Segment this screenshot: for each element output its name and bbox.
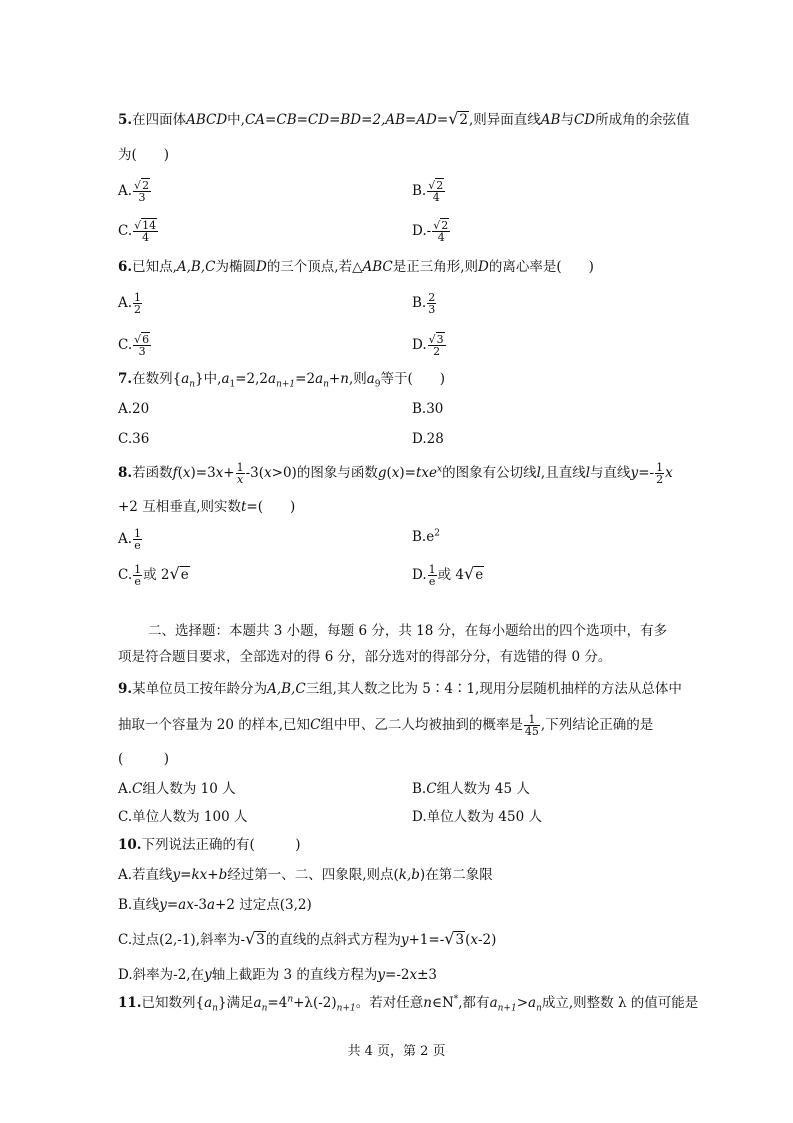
q7-option-a: A.20: [118, 401, 150, 417]
q5-var: CD: [573, 112, 596, 128]
q5-text: 中,: [227, 112, 245, 128]
q9-stem-line1: 9.某单位员工按年龄分为A,B,C三组,其人数之比为 5∶4∶1,现用分层随机抽样的方法从总体中: [118, 681, 682, 697]
q7-option-d: D.28: [412, 431, 444, 447]
q6-option-d: D. $\frac{√3}{2}$: [412, 333, 444, 358]
q8-stem-line2: +2 互相垂直,则实数t=( ): [118, 499, 296, 515]
q8-option-a: A. $\frac{1}{e}$: [118, 527, 142, 552]
q6-option-c: C. $\frac{√6}{3}$: [118, 333, 150, 358]
q7-number: 7.: [118, 371, 133, 387]
q5-var: ABCD: [186, 112, 228, 128]
q5-stem-line2: 为( ): [118, 147, 170, 163]
q9-option-b: B.C组人数为 45 人: [412, 781, 530, 797]
q9-number: 9.: [118, 681, 133, 697]
q10-option-c: C.过点(2,-1),斜率为-√3的直线的点斜式方程为y+1=-√3(x-2): [118, 929, 497, 948]
q7-option-b: B.30: [412, 401, 444, 417]
sqrt-expression: √2: [448, 109, 468, 128]
q10-option-b: B.直线y=ax-3a+2 过定点(3,2): [118, 897, 312, 913]
q9-option-c: C.单位人数为 100 人: [118, 809, 248, 825]
q6-stem: 6.已知点,A,B,C为椭圆D的三个顶点,若△ABC是正三角形,则D的离心率是( ): [118, 259, 594, 275]
q6-number: 6.: [118, 259, 133, 275]
q5-text: 在四面体: [132, 112, 187, 128]
q5-text: 与: [560, 112, 574, 128]
section-two-heading-line1: 二、选择题：本题共 3 小题，每题 6 分，共 18 分，在每小题给出的四个选项中，有多: [148, 623, 668, 639]
q9-stem-line2: 抽取一个容量为 20 的样本,已知C组中甲、乙二人均被抽到的概率是 $\frac{1}{45}$ ,下列结论正确的是: [118, 713, 654, 738]
q11-number: 11.: [118, 995, 142, 1011]
q11-stem: 11.已知数列$\{a_n\}$满足$a_n=4^n+\lambda(-2)_{n+1}$。若对任意n∈N*,都有$a_{n+1}>a_n$成立,则整数 λ 的值可能是: [118, 994, 699, 1014]
q5-equation: CA=CB=CD=BD=2,AB=AD=: [244, 112, 449, 128]
q9-option-a: A.C组人数为 10 人: [118, 781, 236, 797]
q5-number: 5.: [118, 112, 133, 128]
page-footer: 共 4 页，第 2 页: [347, 1044, 446, 1059]
q5-text: 所成角的余弦值: [595, 112, 690, 128]
q8-option-d: D. $\frac{1}{e}$ 或 4√e: [412, 563, 484, 588]
q10-option-a: A.若直线y=kx+b经过第一、二、四象限,则点(k,b)在第二象限: [118, 867, 493, 883]
q5-var: AB: [540, 112, 561, 128]
q8-number: 8.: [118, 465, 133, 481]
q5-option-c: C. $\frac{√14}{4}$: [118, 219, 157, 244]
q5-option-a: A. $\frac{√2}{3}$: [118, 179, 150, 204]
q5-text: ,则异面直线: [468, 112, 541, 128]
q8-stem-line1: 8.若函数f(x)=3x+ $\frac{1}{x}$ -3(x>0)的图象与函数g(x)=txe$^x$的图象有公切线l,且直线l与直线y=- $\frac{1}{2}$ x: [118, 461, 673, 486]
q9-stem-line3: ( ): [118, 751, 170, 767]
q10-option-d: D.斜率为-2,在y轴上截距为 3 的直线方程为y=-2x±3: [118, 967, 438, 983]
q10-number: 10.: [118, 837, 142, 853]
q8-option-b: $B.e^2$: [412, 528, 440, 545]
section-two-heading-line2: 项是符合题目要求，全部选对的得 6 分，部分选对的得部分分，有选错的得 0 分。: [118, 649, 612, 665]
q9-option-d: D.单位人数为 450 人: [412, 809, 542, 825]
q5-option-d: D.- $\frac{√2}{4}$: [412, 219, 449, 244]
q6-option-a: A. $\frac{1}{2}$: [118, 291, 142, 316]
q7-stem: 7.在数列$\{a_n\}$中$,a_1=2,2a_{n+1}=2a_n+n$,则$a_9$等于( ): [118, 371, 446, 390]
q6-option-b: B. $\frac{2}{3}$: [412, 291, 436, 316]
q5-stem-line1: [118, 110, 690, 129]
q10-stem: 10.下列说法正确的有( ): [118, 837, 301, 853]
q7-option-c: C.36: [118, 431, 150, 447]
q8-option-c: C. $\frac{1}{e}$ 或 2√e: [118, 563, 189, 588]
q5-option-b: B. $\frac{√2}{4}$: [412, 179, 444, 204]
